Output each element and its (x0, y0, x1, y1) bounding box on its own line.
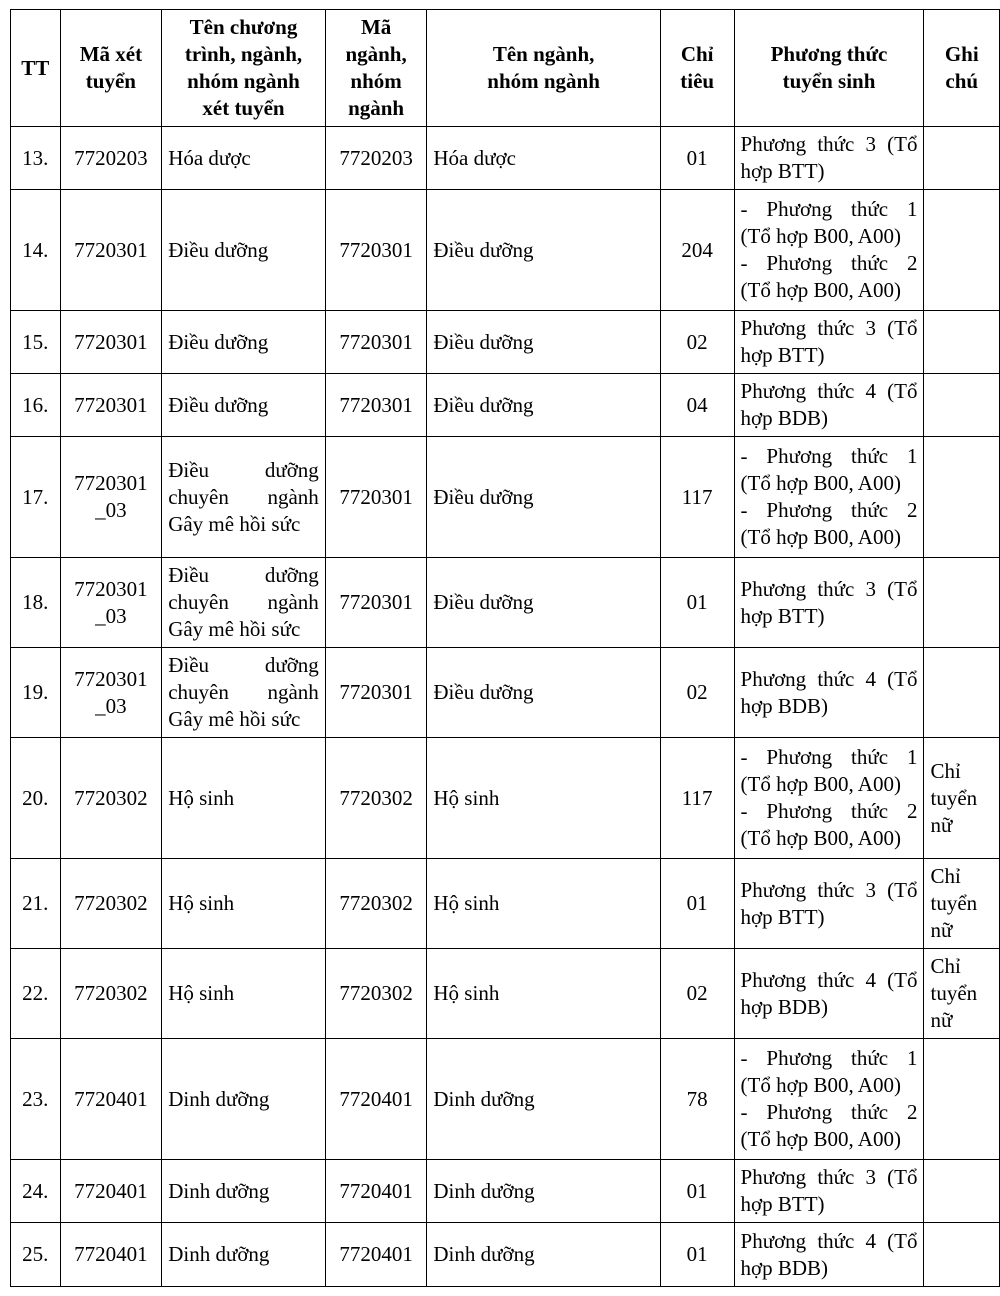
table-body (11, 127, 1000, 1287)
program-name-line: chuyên ngành (168, 590, 319, 614)
note-line: Chỉ (930, 758, 961, 783)
cell-ma-nganh (325, 1160, 427, 1223)
cell-ma-nganh (325, 859, 427, 949)
row-number: 22. (22, 981, 49, 1005)
quota: 02 (686, 981, 708, 1005)
row-number: 17. (22, 484, 49, 509)
program-name-line: Dinh dưỡng (168, 1242, 270, 1266)
cell-ma-nganh (325, 127, 427, 190)
quota: 117 (681, 785, 713, 810)
major-name: Điều dưỡng (433, 680, 534, 704)
cell-phuong-thuc (734, 374, 924, 437)
cell-ten-chuong-trinh (162, 949, 326, 1039)
quota: 01 (686, 891, 708, 915)
program-name-line: Điều dưỡng (168, 457, 319, 482)
admission-method-line: (Tổ hợp B00, A00) (740, 772, 901, 796)
cell-ma-xet-tuyen (60, 859, 162, 949)
program-name-line: Hộ sinh (168, 981, 235, 1005)
admission-method-line: - Phương thức 2 (740, 1100, 918, 1124)
cell-ma-nganh (325, 190, 427, 311)
row-number: 21. (22, 891, 49, 915)
table-row (11, 127, 1000, 190)
cell-ten-chuong-trinh (162, 859, 326, 949)
admission-method-line: (Tổ hợp B00, A00) (740, 1127, 901, 1151)
admission-method-line: - Phương thức 1 (740, 444, 918, 468)
cell-ten-chuong-trinh (162, 1223, 326, 1287)
admission-method-line: hợp BDB) (740, 406, 829, 430)
admission-code-line: 7720301 (74, 392, 148, 417)
admission-method-line: - Phương thức 2 (740, 251, 918, 275)
header-row (11, 10, 1000, 127)
admission-method-line: Phương thức 4 (Tổ (740, 379, 918, 403)
admission-code-line: 7720302 (74, 981, 148, 1005)
cell-tt (11, 1039, 61, 1160)
quota: 01 (686, 1242, 708, 1266)
cell-ten-nganh (427, 127, 660, 190)
major-code: 7720301 (339, 329, 413, 354)
cell-chi-tieu (660, 311, 734, 374)
major-code: 7720301 (339, 237, 413, 262)
admission-method-line: hợp BTT) (740, 904, 825, 929)
admission-method-line: (Tổ hợp B00, A00) (740, 471, 901, 495)
admission-method-line: (Tổ hợp B00, A00) (740, 224, 901, 248)
table-row (11, 1160, 1000, 1223)
program-name-line: Gây mê hồi sức (168, 617, 301, 641)
cell-ten-nganh (427, 190, 660, 311)
header-phuong-thuc: Phương thức tuyển sinh (734, 10, 924, 127)
cell-ma-xet-tuyen (60, 949, 162, 1039)
major-name: Điều dưỡng (433, 237, 534, 262)
admission-method-line: hợp BDB) (740, 693, 829, 718)
cell-ten-nganh (427, 1223, 660, 1287)
cell-ghi-chu (924, 859, 1000, 949)
note-line: Chỉ (930, 954, 961, 978)
cell-phuong-thuc (734, 1039, 924, 1160)
cell-ghi-chu (924, 738, 1000, 859)
cell-ghi-chu (924, 190, 1000, 311)
cell-tt (11, 558, 61, 648)
cell-tt (11, 437, 61, 558)
program-name-line: chuyên ngành (168, 484, 319, 509)
cell-ma-nganh (325, 311, 427, 374)
cell-ghi-chu (924, 648, 1000, 738)
major-code: 7720302 (339, 785, 413, 810)
header-chi-tieu: Chỉ tiêu (660, 10, 734, 127)
cell-tt (11, 949, 61, 1039)
quota: 117 (681, 484, 713, 509)
cell-phuong-thuc (734, 1223, 924, 1287)
admission-method-line: (Tổ hợp B00, A00) (740, 278, 901, 302)
cell-ma-nganh (325, 1039, 427, 1160)
cell-ten-chuong-trinh (162, 1160, 326, 1223)
cell-ma-nganh (325, 374, 427, 437)
admission-method-line: Phương thức 3 (Tổ (740, 316, 918, 340)
admission-code-line: 7720401 (74, 1178, 148, 1203)
cell-chi-tieu (660, 127, 734, 190)
cell-phuong-thuc (734, 437, 924, 558)
admission-code-line: 7720203 (74, 145, 148, 170)
note-line: tuyển (930, 981, 978, 1005)
row-number: 13. (22, 145, 49, 170)
quota: 01 (686, 145, 708, 170)
cell-phuong-thuc (734, 127, 924, 190)
admission-method-line: hợp BTT) (740, 159, 825, 183)
admission-code-line: 7720401 (74, 1086, 148, 1111)
major-name: Điều dưỡng (433, 329, 534, 354)
admission-code-line: _03 (95, 603, 127, 628)
header-ten-chuong-trinh: Tên chương trình, ngành, nhóm ngành xét tuyển (162, 10, 326, 127)
major-code: 7720302 (339, 891, 413, 915)
program-name-line: Điều dưỡng (168, 653, 319, 677)
table-row (11, 437, 1000, 558)
row-number: 20. (22, 785, 49, 810)
major-name: Hộ sinh (433, 981, 500, 1005)
cell-phuong-thuc (734, 738, 924, 859)
cell-ten-nganh (427, 859, 660, 949)
major-code: 7720302 (339, 981, 413, 1005)
admission-code-line: _03 (95, 693, 127, 718)
cell-ten-chuong-trinh (162, 738, 326, 859)
cell-tt (11, 190, 61, 311)
note-line: tuyển (930, 785, 978, 810)
table-row (11, 190, 1000, 311)
row-number: 15. (22, 329, 49, 354)
admission-table-container (10, 9, 1000, 1287)
cell-phuong-thuc (734, 859, 924, 949)
admission-method-line: - Phương thức 1 (740, 197, 918, 221)
cell-chi-tieu (660, 648, 734, 738)
program-name-line: Gây mê hồi sức (168, 707, 301, 731)
cell-ma-xet-tuyen (60, 1160, 162, 1223)
cell-tt (11, 738, 61, 859)
table-row (11, 949, 1000, 1039)
table-row (11, 311, 1000, 374)
admission-method-line: - Phương thức 1 (740, 745, 918, 769)
quota: 04 (686, 392, 708, 417)
cell-ma-nganh (325, 558, 427, 648)
program-name-line: Điều dưỡng (168, 329, 269, 354)
cell-ma-xet-tuyen (60, 738, 162, 859)
admission-method-line: Phương thức 3 (Tổ (740, 576, 918, 601)
admission-method-line: Phương thức 3 (Tổ (740, 1165, 918, 1189)
cell-ma-xet-tuyen (60, 1039, 162, 1160)
quota: 02 (686, 680, 708, 704)
cell-ten-chuong-trinh (162, 558, 326, 648)
major-code: 7720401 (339, 1242, 413, 1266)
cell-ten-nganh (427, 558, 660, 648)
admission-method-line: hợp BTT) (740, 343, 825, 367)
cell-chi-tieu (660, 558, 734, 648)
cell-ghi-chu (924, 949, 1000, 1039)
row-number: 14. (22, 237, 49, 262)
admission-method-line: Phương thức 4 (Tổ (740, 967, 918, 992)
cell-ten-chuong-trinh (162, 127, 326, 190)
table-row (11, 1223, 1000, 1287)
major-name: Điều dưỡng (433, 484, 534, 509)
cell-ghi-chu (924, 558, 1000, 648)
row-number: 18. (22, 590, 49, 614)
cell-ten-nganh (427, 1160, 660, 1223)
program-name-line: Dinh dưỡng (168, 1178, 270, 1203)
cell-ghi-chu (924, 1223, 1000, 1287)
cell-tt (11, 648, 61, 738)
table-row (11, 558, 1000, 648)
admission-method-line: hợp BTT) (740, 1192, 825, 1216)
table-row (11, 374, 1000, 437)
cell-ten-nganh (427, 738, 660, 859)
admission-method-line: Phương thức 4 (Tổ (740, 1228, 918, 1253)
cell-ma-xet-tuyen (60, 374, 162, 437)
cell-ma-xet-tuyen (60, 127, 162, 190)
cell-ma-xet-tuyen (60, 1223, 162, 1287)
admission-code-line: 7720401 (74, 1242, 148, 1266)
header-ma-xet-tuyen: Mã xét tuyển (60, 10, 162, 127)
program-name-line: Hóa dược (168, 145, 251, 170)
major-name: Điều dưỡng (433, 590, 534, 614)
note-line: nữ (930, 918, 953, 942)
cell-ma-xet-tuyen (60, 311, 162, 374)
cell-phuong-thuc (734, 648, 924, 738)
cell-chi-tieu (660, 1160, 734, 1223)
cell-tt (11, 127, 61, 190)
admission-method-line: hợp BTT) (740, 603, 825, 628)
table-row (11, 859, 1000, 949)
header-ma-nganh: Mã ngành, nhóm ngành (325, 10, 427, 127)
note-line: nữ (930, 1008, 953, 1032)
table-row (11, 648, 1000, 738)
table-row (11, 1039, 1000, 1160)
quota: 01 (686, 590, 708, 614)
admission-method-line: hợp BDB) (740, 1255, 829, 1280)
cell-ten-chuong-trinh (162, 437, 326, 558)
admission-code-line: 7720301 (74, 471, 148, 495)
cell-chi-tieu (660, 949, 734, 1039)
cell-ma-nganh (325, 949, 427, 1039)
header-ghi-chu: Ghi chú (924, 10, 1000, 127)
cell-ghi-chu (924, 1160, 1000, 1223)
cell-ten-chuong-trinh (162, 311, 326, 374)
program-name-line: Hộ sinh (168, 891, 235, 915)
header-tt: TT (11, 10, 61, 127)
table-row (11, 738, 1000, 859)
cell-ma-nganh (325, 738, 427, 859)
cell-chi-tieu (660, 1039, 734, 1160)
cell-ten-chuong-trinh (162, 190, 326, 311)
cell-ma-xet-tuyen (60, 558, 162, 648)
major-name: Hộ sinh (433, 785, 500, 810)
cell-phuong-thuc (734, 558, 924, 648)
cell-ten-nganh (427, 311, 660, 374)
cell-chi-tieu (660, 437, 734, 558)
cell-tt (11, 1223, 61, 1287)
admission-code-line: 7720301 (74, 329, 148, 354)
quota: 78 (686, 1086, 708, 1111)
row-number: 23. (22, 1086, 49, 1111)
major-name: Hộ sinh (433, 891, 500, 915)
cell-chi-tieu (660, 738, 734, 859)
cell-phuong-thuc (734, 190, 924, 311)
major-code: 7720301 (339, 392, 413, 417)
note-line: Chỉ (930, 864, 961, 888)
major-code: 7720203 (339, 145, 413, 170)
program-name-line: chuyên ngành (168, 680, 319, 704)
quota: 01 (686, 1178, 708, 1203)
major-name: Dinh dưỡng (433, 1086, 535, 1111)
row-number: 16. (22, 392, 49, 417)
major-name: Điều dưỡng (433, 392, 534, 417)
admission-quota-table (10, 9, 1000, 1287)
cell-chi-tieu (660, 374, 734, 437)
admission-code-line: 7720301 (74, 237, 148, 262)
row-number: 19. (22, 680, 49, 704)
major-name: Dinh dưỡng (433, 1242, 535, 1266)
cell-chi-tieu (660, 1223, 734, 1287)
cell-ma-nganh (325, 648, 427, 738)
program-name-line: Điều dưỡng (168, 563, 319, 587)
cell-ma-xet-tuyen (60, 648, 162, 738)
cell-phuong-thuc (734, 1160, 924, 1223)
quota: 02 (686, 329, 708, 354)
program-name-line: Điều dưỡng (168, 237, 269, 262)
admission-method-line: - Phương thức 2 (740, 799, 918, 823)
row-number: 25. (22, 1242, 49, 1266)
admission-code-line: 7720302 (74, 891, 148, 915)
admission-method-line: (Tổ hợp B00, A00) (740, 826, 901, 850)
cell-tt (11, 859, 61, 949)
cell-ten-nganh (427, 648, 660, 738)
cell-phuong-thuc (734, 949, 924, 1039)
admission-method-line: Phương thức 3 (Tổ (740, 132, 918, 156)
program-name-line: Điều dưỡng (168, 392, 269, 417)
cell-chi-tieu (660, 190, 734, 311)
header-ten-nganh: Tên ngành, nhóm ngành (427, 10, 660, 127)
cell-ghi-chu (924, 311, 1000, 374)
cell-ten-chuong-trinh (162, 374, 326, 437)
cell-ma-nganh (325, 1223, 427, 1287)
admission-code-line: 7720301 (74, 576, 148, 601)
cell-ma-nganh (325, 437, 427, 558)
cell-chi-tieu (660, 859, 734, 949)
admission-method-line: - Phương thức 2 (740, 498, 918, 522)
major-code: 7720401 (339, 1086, 413, 1111)
cell-ghi-chu (924, 1039, 1000, 1160)
program-name-line: Gây mê hồi sức (168, 511, 301, 536)
admission-method-line: hợp BDB) (740, 994, 829, 1019)
major-code: 7720301 (339, 590, 413, 614)
major-name: Hóa dược (433, 145, 516, 170)
cell-ma-xet-tuyen (60, 437, 162, 558)
cell-ten-chuong-trinh (162, 1039, 326, 1160)
major-code: 7720301 (339, 484, 413, 509)
admission-code-line: 7720302 (74, 785, 148, 810)
major-code: 7720301 (339, 680, 413, 704)
admission-method-line: - Phương thức 1 (740, 1046, 918, 1070)
admission-method-line: Phương thức 4 (Tổ (740, 666, 918, 691)
major-name: Dinh dưỡng (433, 1178, 535, 1203)
cell-tt (11, 374, 61, 437)
admission-method-line: (Tổ hợp B00, A00) (740, 1073, 901, 1097)
admission-method-line: Phương thức 3 (Tổ (740, 877, 918, 902)
cell-ten-nganh (427, 949, 660, 1039)
program-name-line: Dinh dưỡng (168, 1086, 270, 1111)
cell-tt (11, 311, 61, 374)
cell-ghi-chu (924, 437, 1000, 558)
cell-ten-chuong-trinh (162, 648, 326, 738)
quota: 204 (681, 237, 713, 262)
cell-ma-xet-tuyen (60, 190, 162, 311)
cell-ten-nganh (427, 1039, 660, 1160)
major-code: 7720401 (339, 1178, 413, 1203)
cell-ghi-chu (924, 374, 1000, 437)
cell-ten-nganh (427, 374, 660, 437)
row-number: 24. (22, 1178, 49, 1203)
cell-ghi-chu (924, 127, 1000, 190)
admission-code-line: 7720301 (74, 666, 148, 691)
cell-ten-nganh (427, 437, 660, 558)
note-line: tuyển (930, 891, 978, 915)
note-line: nữ (930, 812, 953, 837)
admission-code-line: _03 (95, 498, 127, 522)
program-name-line: Hộ sinh (168, 785, 235, 810)
admission-method-line: (Tổ hợp B00, A00) (740, 525, 901, 549)
cell-tt (11, 1160, 61, 1223)
cell-phuong-thuc (734, 311, 924, 374)
